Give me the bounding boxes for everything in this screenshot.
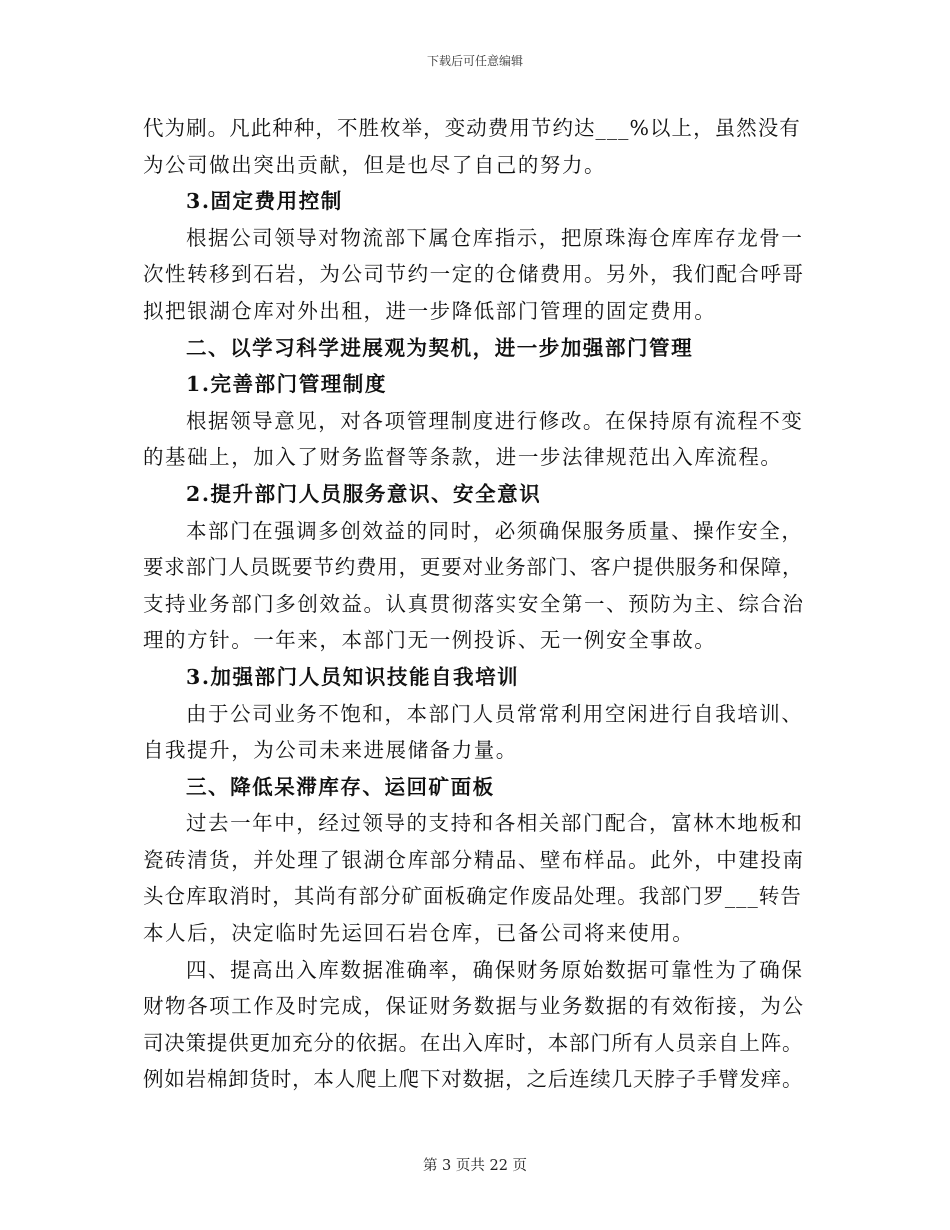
text-line: 四、提高出入库数据准确率，确保财务原始数据可靠性为了确保 (186, 957, 804, 982)
section-heading: 1.完善部门管理制度 (186, 372, 387, 397)
text-line: 司决策提供更加充分的依据。在出入库时，本部门所有人员亲自上阵。 (143, 1030, 804, 1055)
text-line: 要求部门人员既要节约费用，更要对业务部门、客户提供服务和保障， (143, 555, 804, 580)
text-line: 财物各项工作及时完成，保证财务数据与业务数据的有效衔接，为公 (143, 994, 805, 1019)
text-line: 根据领导意见，对各项管理制度进行修改。在保持原有流程不变 (186, 408, 804, 433)
document-body (143, 110, 808, 1098)
text-line: 本部门在强调多创效益的同时，必须确保服务质量、操作安全， (186, 518, 804, 543)
section-heading: 二、以学习科学进展观为契机，进一步加强部门管理 (186, 335, 694, 360)
text-line: 理的方针。一年来，本部门无一例投诉、无一例安全事故。 (143, 628, 717, 653)
text-line: 为公司做出突出贡献，但是也尽了自己的努力。 (143, 152, 607, 177)
text-line: 次性转移到石岩，为公司节约一定的仓储费用。另外，我们配合呼哥 (143, 262, 805, 287)
text-line: 由于公司业务不饱和，本部门人员常常利用空闲进行自我培训、 (186, 701, 804, 726)
text-line: 拟把银湖仓库对外出租，进一步降低部门管理的固定费用。 (143, 298, 717, 323)
text-line: 支持业务部门多创效益。认真贯彻落实安全第一、预防为主、综合治 (143, 591, 805, 616)
text-line: 根据公司领导对物流部下属仓库指示，把原珠海仓库库存龙骨一 (186, 225, 804, 250)
text-line: 例如岩棉卸货时，本人爬上爬下对数据，之后连续几天脖子手臂发痒。 (143, 1067, 804, 1092)
section-heading: 三、降低呆滞库存、运回矿面板 (186, 774, 495, 799)
text-line: 头仓库取消时，其尚有部分矿面板确定作废品处理。我部门罗___转告 (143, 884, 802, 909)
text-line: 瓷砖清货，并处理了银湖仓库部分精品、壁布样品。此外，中建投南 (143, 847, 805, 872)
section-heading: 3.加强部门人员知识技能自我培训 (186, 664, 520, 689)
page-footer: 第 3 页共 22 页 (422, 1158, 528, 1174)
text-line: 本人后，决定临时先运回石岩仓库，已备公司将来使用。 (143, 921, 695, 946)
text-line: 的基础上，加入了财务监督等条款，进一步法律规范出入库流程。 (143, 445, 783, 470)
section-heading: 2.提升部门人员服务意识、安全意识 (186, 481, 542, 506)
page-header: 下载后可任意编辑 (426, 54, 523, 68)
text-line: 代为刷。凡此种种，不胜枚举，变动费用节约达___%以上，虽然没有 (143, 116, 801, 140)
section-heading: 3.固定费用控制 (186, 189, 343, 214)
text-line: 过去一年中，经过领导的支持和各相关部门配合，富林木地板和 (186, 811, 804, 836)
text-line: 自我提升，为公司未来进展储备力量。 (143, 738, 518, 763)
